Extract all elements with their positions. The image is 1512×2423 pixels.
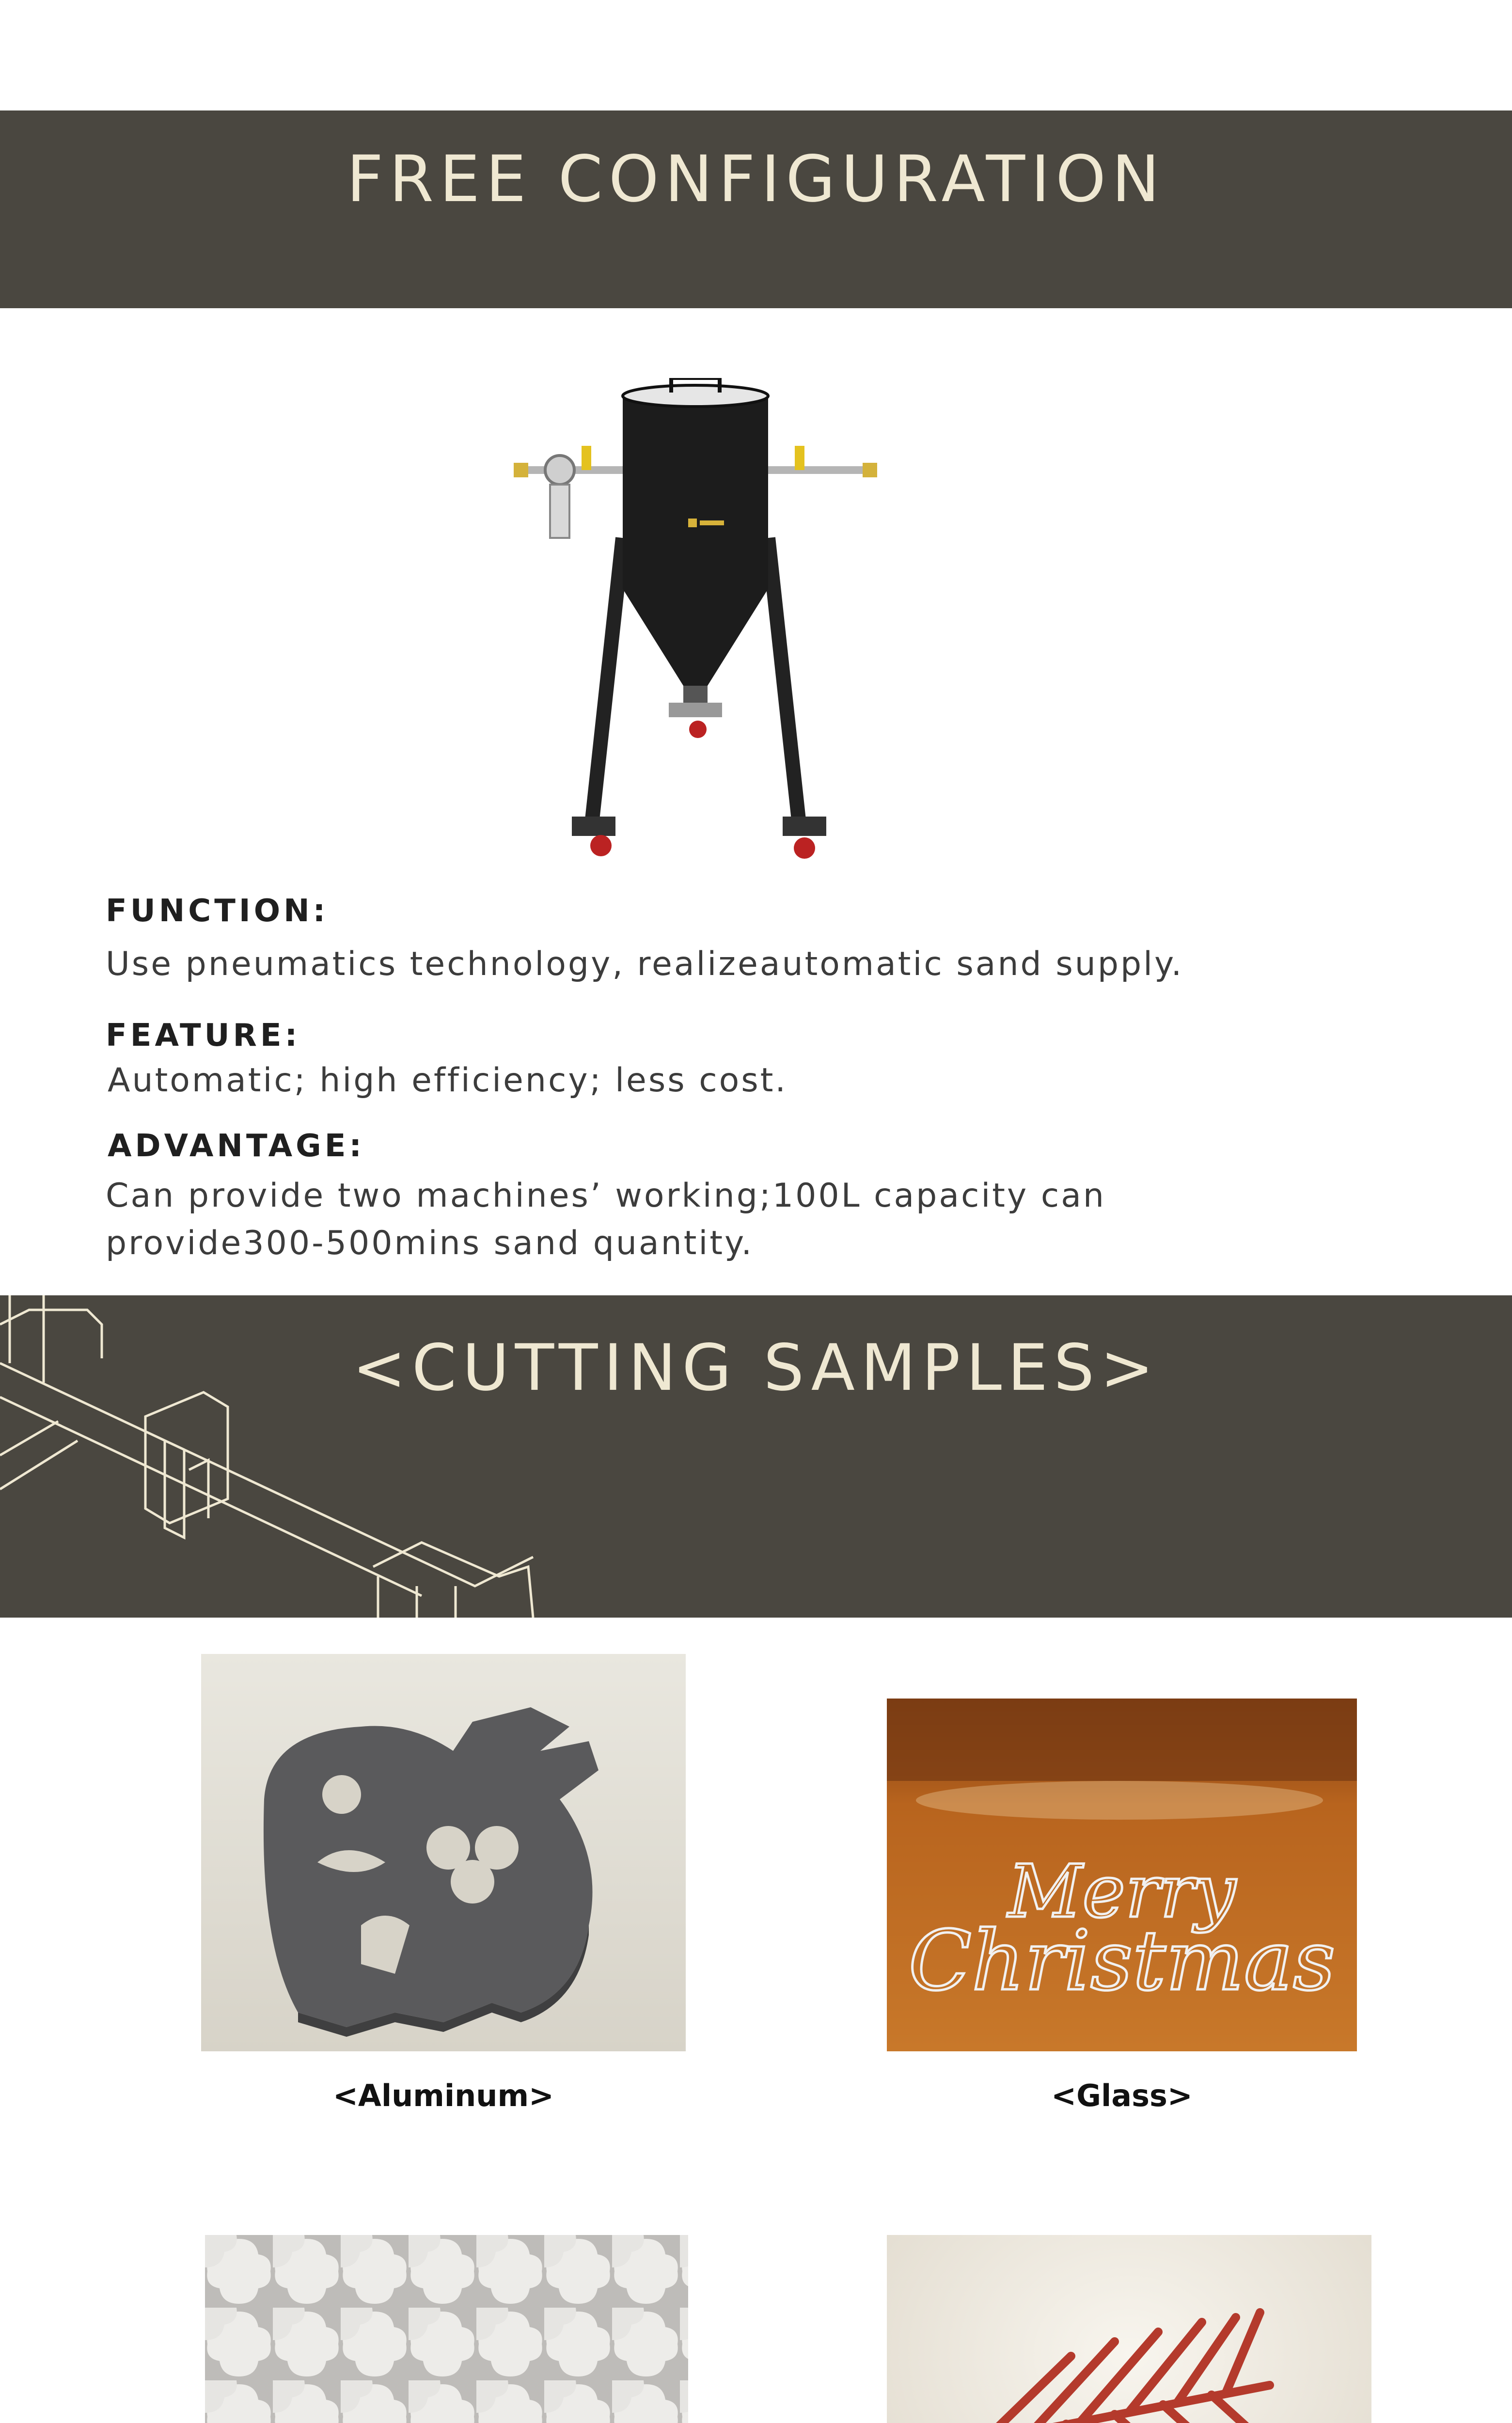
svg-text:Merry: Merry [1008,1850,1236,1934]
advantage-label: ADVANTAGE: [108,1128,365,1164]
sand-supply-tank-image [504,378,940,882]
glass-sample-image [887,1699,1357,2051]
advantage-text-line2: provide300-500mins sand quantity. [106,1224,754,1262]
cutting-samples-title: <CUTTING SAMPLES> [352,1331,1160,1405]
rubber-sample-image [887,2235,1371,2423]
feature-text: Automatic; high efficiency; less cost. [108,1061,788,1100]
cutting-samples-banner [0,1295,1512,1618]
glass-caption: <Glass> [1051,2078,1193,2113]
feature-label: FEATURE: [106,1018,301,1054]
advantage-text-line1: Can provide two machines’ working;100L capacity can [106,1177,1106,1215]
aluminum-caption: <Aluminum> [332,2078,554,2113]
function-text: Use pneumatics technology, realizeautomatic sand supply. [106,945,1184,983]
free-configuration-title: FREE CONFIGURATION [346,142,1166,217]
function-label: FUNCTION: [106,893,329,929]
free-configuration-banner [0,110,1512,308]
svg-text:Christmas: Christmas [908,1913,1336,2009]
aluminum-sample-image [201,1654,686,2051]
mosaic-sample-image [205,2235,688,2423]
